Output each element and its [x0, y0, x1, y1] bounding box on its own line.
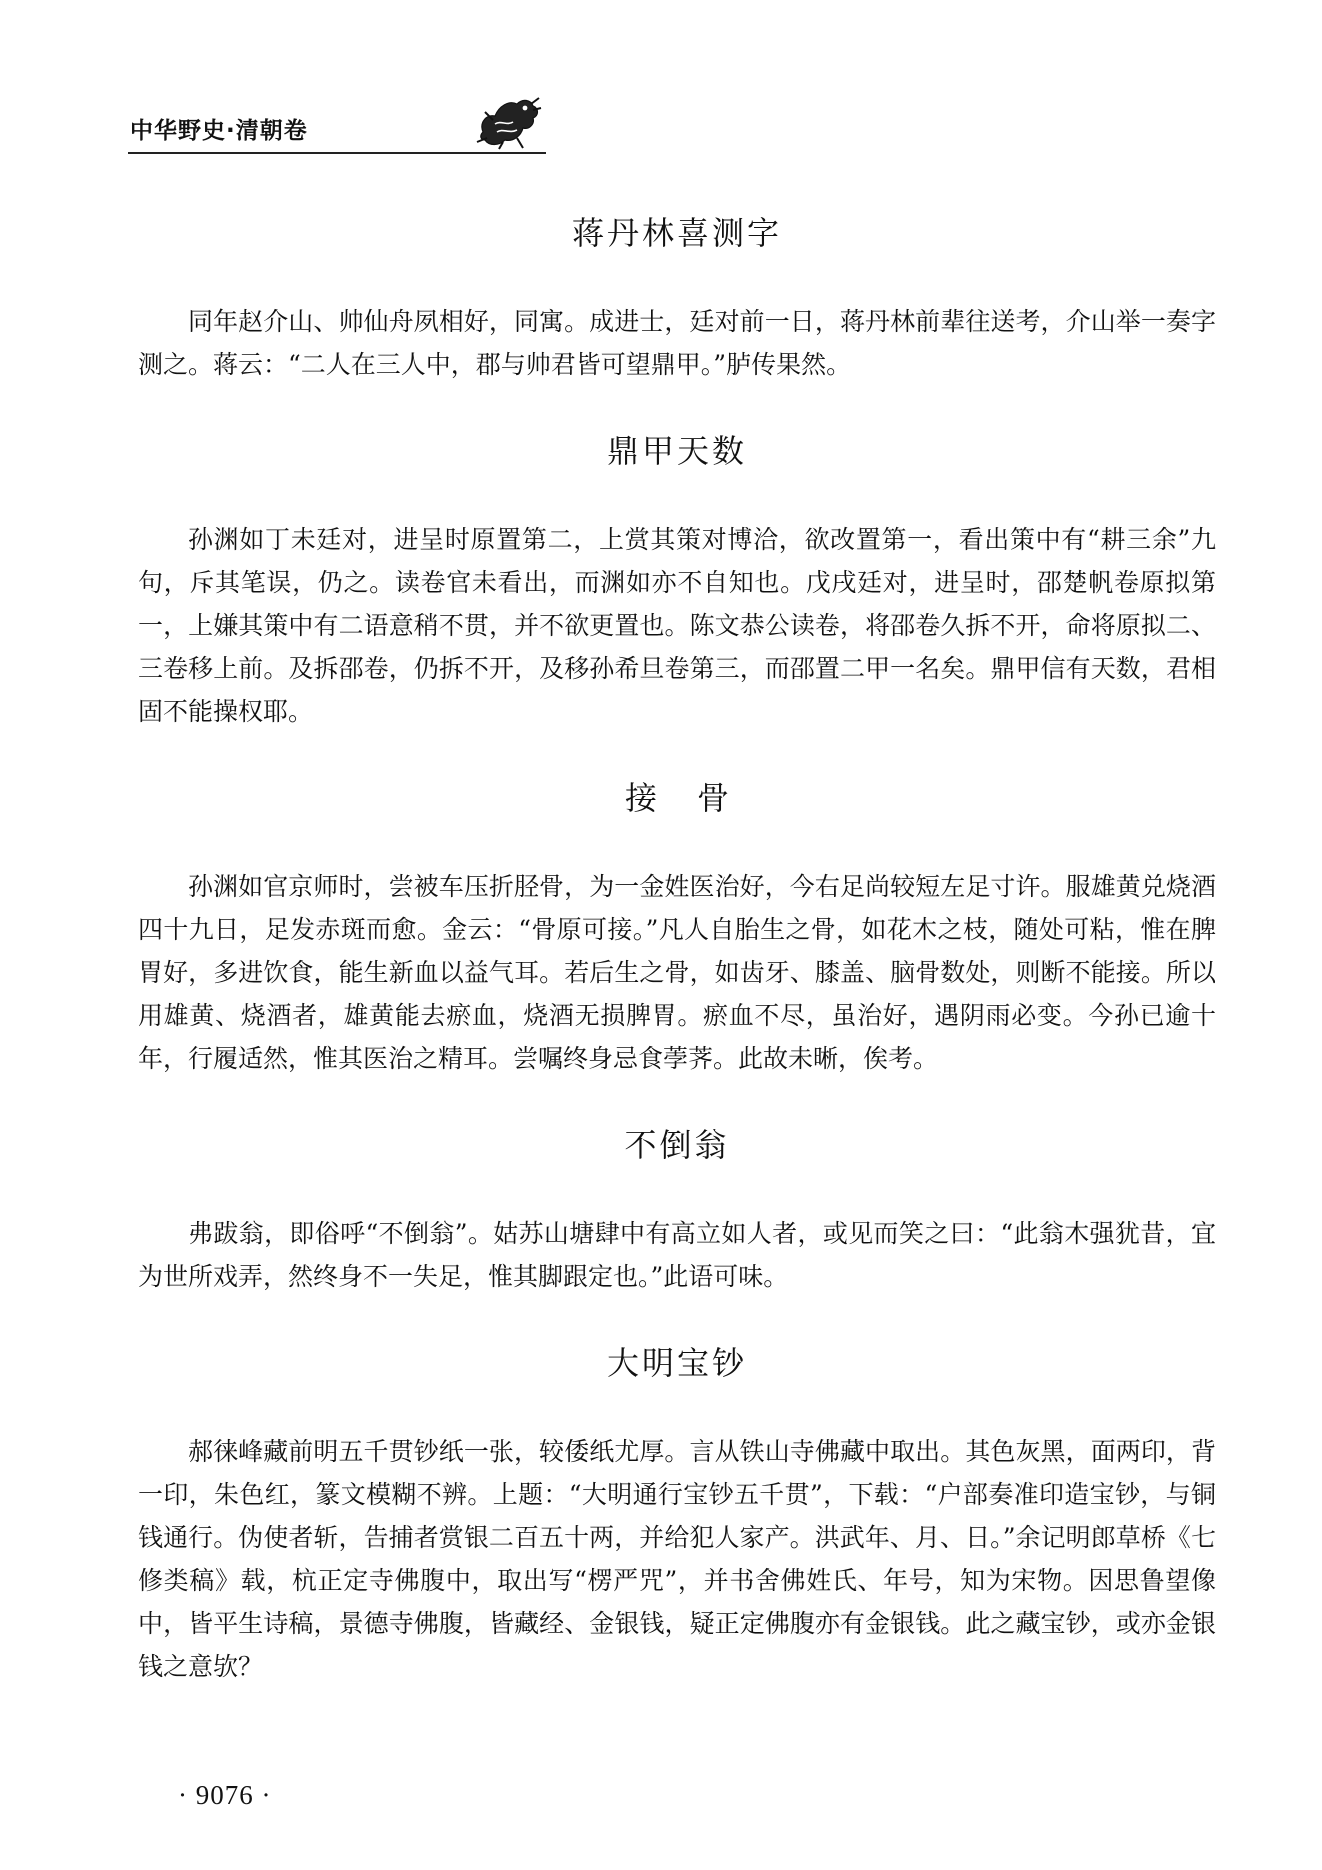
section-paragraph: 孙渊如官京师时，尝被车压折胫骨，为一金姓医治好，今右足尚较短左足寸许。服雄黄兑烧酒四十九日，足发赤斑而愈。金云：“骨原可接。”凡人自胎生之骨，如花木之枝，随处可粘，惟在脾胃好，多进饮食，能生新血以益气耳。若后生之骨，如齿牙、膝盖、脑骨数处，则断不能接。所以用雄黄、烧酒者，雄黄能去瘀血，烧酒无损脾胃。瘀血不尽，虽治好，遇阴雨必变。今孙已逾十年，行履适然，惟其医治之精耳。尝嘱终身忌食荸荠。此故未晰，俟考。 [138, 872, 1216, 1073]
section-paragraph: 孙渊如丁未廷对，进呈时原置第二，上赏其策对博洽，欲改置第一，看出策中有“耕三余”九句，斥其笔误，仍之。读卷官未看出，而渊如亦不自知也。戊戌廷对，进呈时，邵楚帆卷原拟第一，上嫌其策中有二语意稍不贯，并不欲更置也。陈文恭公读卷，将邵卷久拆不开，命将原拟二、三卷移上前。及拆邵卷，仍拆不开，及移孙希旦卷第三，而邵置二甲一名矣。鼎甲信有天数，君相固不能操权耶。 [138, 525, 1216, 726]
section-paragraph: 弗跋翁，即俗呼“不倒翁”。姑苏山塘肆中有高立如人者，或见而笑之曰：“此翁木强犹昔，宜为世所戏弄，然终身不一失足，惟其脚跟定也。”此语可味。 [138, 1219, 1216, 1291]
book-title: 中华野史·清朝卷 [130, 118, 308, 144]
dragon-emblem-icon [473, 92, 543, 150]
running-header [128, 88, 548, 160]
section-title: 不倒翁 [624, 1126, 730, 1164]
article-body [138, 208, 1216, 1728]
section-title: 蒋丹林喜测字 [571, 214, 782, 252]
section-title: 鼎甲天数 [606, 432, 747, 470]
section-paragraph: 郝徕峰藏前明五千贯钞纸一张，较倭纸尤厚。言从铁山寺佛藏中取出。其色灰黑，面两印，背一印，朱色红，篆文模糊不辨。上题：“大明通行宝钞五千贯”，下载：“户部奏准印造宝钞，与铜钱通行。伪使者斩，告捕者赏银二百五十两，并给犯人家产。洪武年、月、日。”余记明郎草桥《七修类稿》载，杭正定寺佛腹中，取出写“楞严咒”，并书舍佛姓氏、年号，知为宋物。因思鲁望像中，皆平生诗稿，景德寺佛腹，皆藏经、金银钱，疑正定佛腹亦有金银钱。此之藏宝钞，或亦金银钱之意欤？ [138, 1437, 1216, 1681]
header-rule [128, 152, 546, 154]
section-paragraph: 同年赵介山、帅仙舟夙相好，同寓。成进士，廷对前一日，蒋丹林前辈往送考，介山举一奏字测之。蒋云：“二人在三人中，郡与帅君皆可望鼎甲。”胪传果然。 [138, 307, 1216, 379]
section-title: 接骨 [624, 779, 769, 817]
page-number: · 9076 · [178, 1780, 272, 1810]
section-title: 大明宝钞 [606, 1344, 747, 1382]
